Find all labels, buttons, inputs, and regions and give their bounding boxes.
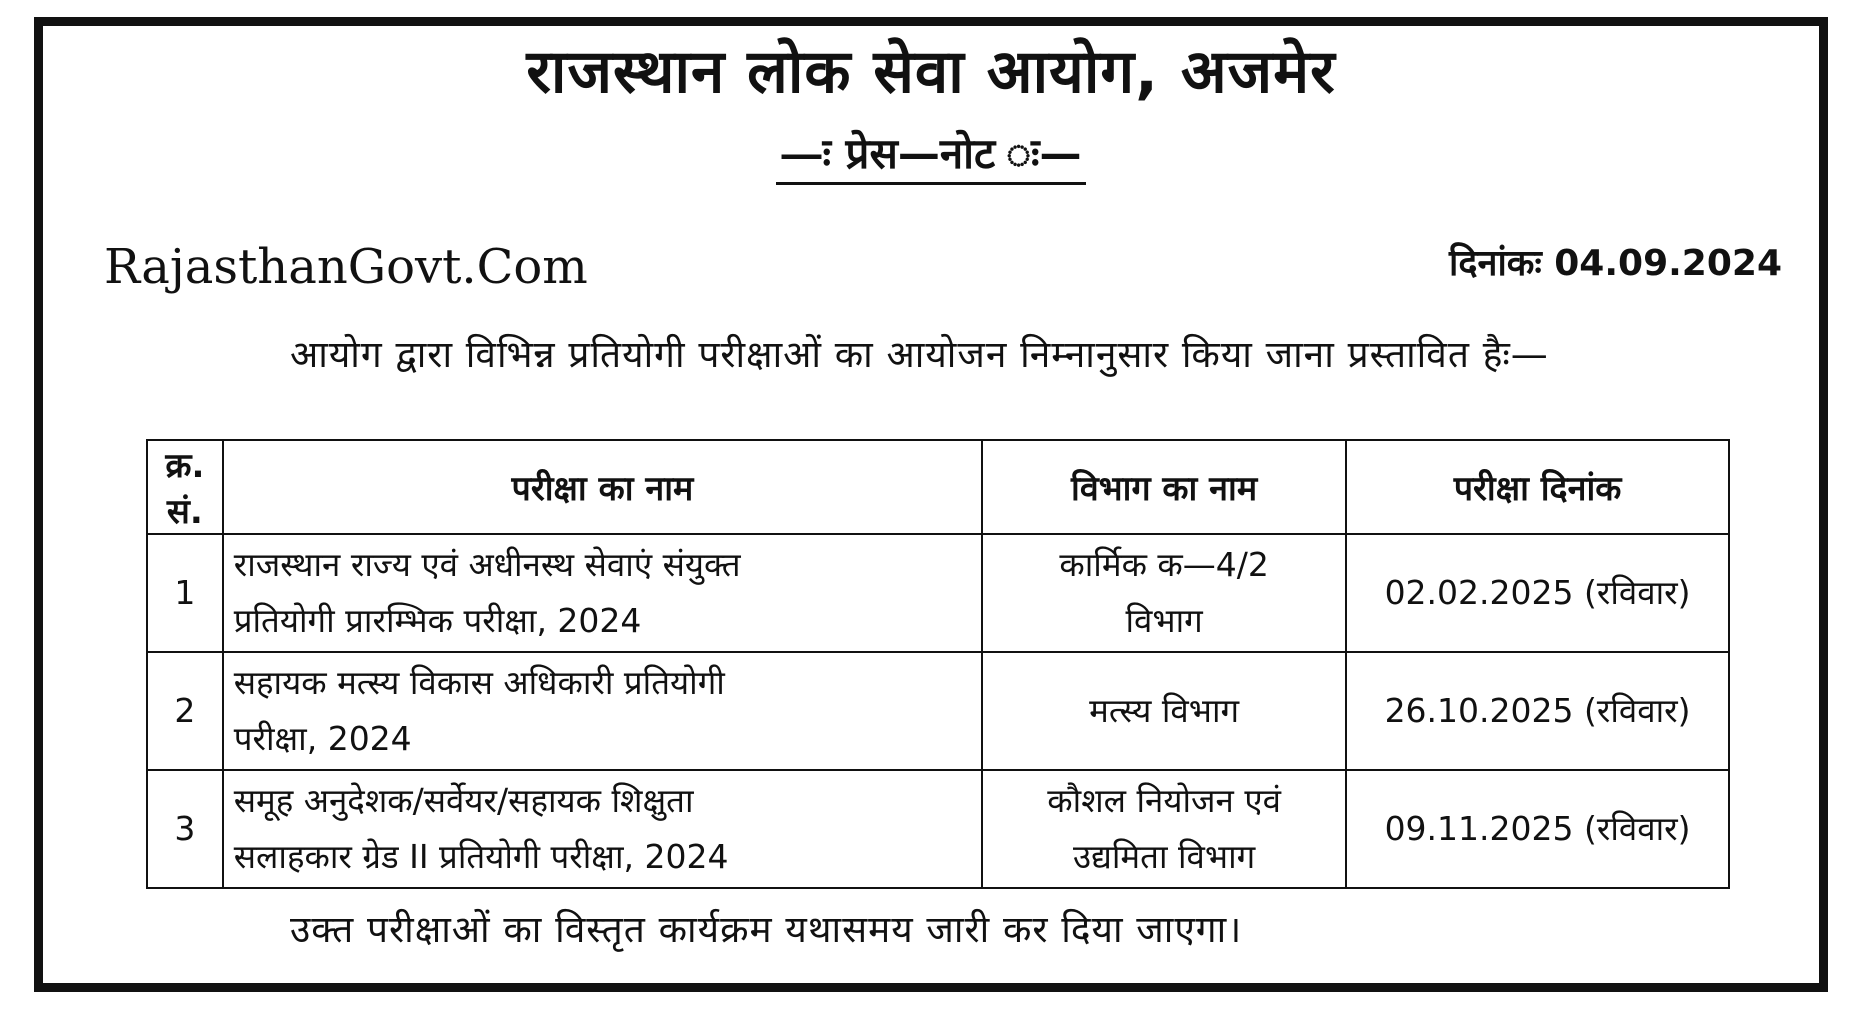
exam-name bbox=[223, 770, 982, 888]
department-name-line: उद्यमिता विभाग bbox=[1073, 837, 1256, 876]
exam-name bbox=[223, 652, 982, 770]
closing-note: उक्त परीक्षाओं का विस्तृत कार्यक्रम यथासमय जारी कर दिया जाएगा। bbox=[290, 908, 1243, 951]
department-name-line: कार्मिक क—4/2 bbox=[1059, 545, 1269, 584]
exam-schedule-table bbox=[146, 439, 1730, 889]
serial-number: 2 bbox=[147, 652, 223, 770]
intro-paragraph: आयोग द्वारा विभिन्न प्रतियोगी परीक्षाओं का आयोजन निम्नानुसार किया जाना प्रस्तावित हैः— bbox=[290, 333, 1549, 376]
department-name-line: विभाग bbox=[1125, 601, 1203, 640]
exam-name-line: सहायक मत्स्य विकास अधिकारी प्रतियोगी bbox=[233, 663, 725, 702]
exam-name-line: राजस्थान राज्य एवं अधीनस्थ सेवाएं संयुक्त bbox=[233, 545, 741, 584]
department-name bbox=[982, 534, 1346, 652]
serial-number: 1 bbox=[147, 534, 223, 652]
header-serial-number: क्र. सं. bbox=[147, 440, 223, 534]
exam-date: 26.10.2025 (रविवार) bbox=[1346, 652, 1729, 770]
header-department-name: विभाग का नाम bbox=[982, 440, 1346, 534]
department-name bbox=[982, 770, 1346, 888]
serial-number: 3 bbox=[147, 770, 223, 888]
exam-date: 02.02.2025 (रविवार) bbox=[1346, 534, 1729, 652]
press-note-label: —ः प्रेस—नोट ः— bbox=[776, 128, 1085, 185]
exam-name-line: प्रतियोगी प्रारम्भिक परीक्षा, 2024 bbox=[233, 601, 642, 640]
page-title: राजस्थान लोक सेवा आयोग, अजमेर bbox=[526, 37, 1336, 107]
exam-name-line: सलाहकार ग्रेड II प्रतियोगी परीक्षा, 2024 bbox=[233, 837, 729, 876]
exam-name-line: परीक्षा, 2024 bbox=[233, 719, 412, 758]
issue-date: दिनांकः 04.09.2024 bbox=[1449, 243, 1782, 284]
department-name-line: कौशल नियोजन एवं bbox=[1047, 781, 1281, 820]
exam-date: 09.11.2025 (रविवार) bbox=[1346, 770, 1729, 888]
header-exam-name: परीक्षा का नाम bbox=[223, 440, 982, 534]
exam-name-line: समूह अनुदेशक/सर्वेयर/सहायक शिक्षुता bbox=[233, 781, 694, 820]
table-row bbox=[147, 770, 1729, 888]
table-row bbox=[147, 652, 1729, 770]
site-watermark: RajasthanGovt.Com bbox=[104, 239, 588, 295]
exam-name bbox=[223, 534, 982, 652]
department-name-line: मत्स्य विभाग bbox=[1089, 691, 1240, 730]
table-header-row bbox=[147, 440, 1729, 534]
department-name bbox=[982, 652, 1346, 770]
header-exam-date: परीक्षा दिनांक bbox=[1346, 440, 1729, 534]
table-row bbox=[147, 534, 1729, 652]
press-note-heading bbox=[0, 128, 1862, 185]
